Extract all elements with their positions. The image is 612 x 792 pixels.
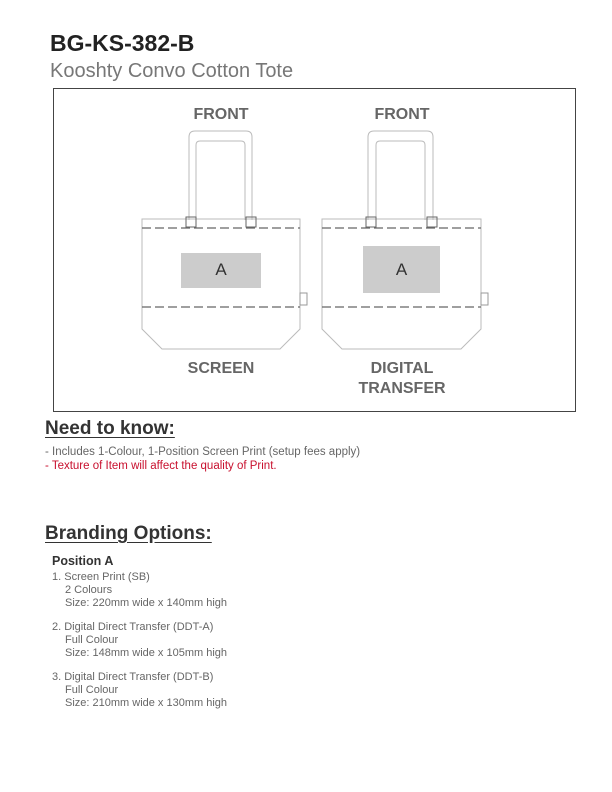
area-label-a-1: A xyxy=(215,260,227,279)
option-title: 3. Digital Direct Transfer (DDT-B) xyxy=(52,671,214,683)
option-size: Size: 220mm wide x 140mm high xyxy=(65,597,228,609)
option-detail: Full Colour xyxy=(65,634,119,646)
product-code: BG-KS-382-B xyxy=(50,30,195,56)
position-a-title: Position A xyxy=(52,554,114,568)
product-name: Kooshty Convo Cotton Tote xyxy=(50,60,294,82)
branding-diagram xyxy=(53,88,576,412)
tote-bag-screen xyxy=(142,131,307,349)
note-texture-warning: - Texture of Item will affect the quality of Print. xyxy=(45,460,277,472)
option-size: Size: 148mm wide x 105mm high xyxy=(65,647,228,659)
option-detail: 2 Colours xyxy=(65,584,113,596)
method-label-digital-transfer xyxy=(322,359,482,399)
branding-option-2 xyxy=(52,621,227,660)
view-label-front-2: FRONT xyxy=(374,106,430,123)
option-title: 1. Screen Print (SB) xyxy=(52,571,150,583)
branding-option-3 xyxy=(52,671,227,710)
tote-bag-digital xyxy=(322,131,488,349)
branding-option-1 xyxy=(52,571,227,610)
need-to-know-heading: Need to know: xyxy=(45,418,175,439)
option-detail: Full Colour xyxy=(65,684,119,696)
tote-illustrations xyxy=(54,89,577,413)
method-label-line-2: TRANSFER xyxy=(358,380,446,397)
note-setup-fees: - Includes 1-Colour, 1-Position Screen Print (setup fees apply) xyxy=(45,446,361,458)
method-label-line-1: DIGITAL xyxy=(370,360,434,377)
method-label-screen: SCREEN xyxy=(187,360,255,377)
branding-options-heading: Branding Options: xyxy=(45,523,212,544)
view-label-front-1: FRONT xyxy=(193,106,249,123)
area-label-a-2: A xyxy=(395,260,408,279)
option-size: Size: 210mm wide x 130mm high xyxy=(65,697,228,709)
option-title: 2. Digital Direct Transfer (DDT-A) xyxy=(52,621,214,633)
